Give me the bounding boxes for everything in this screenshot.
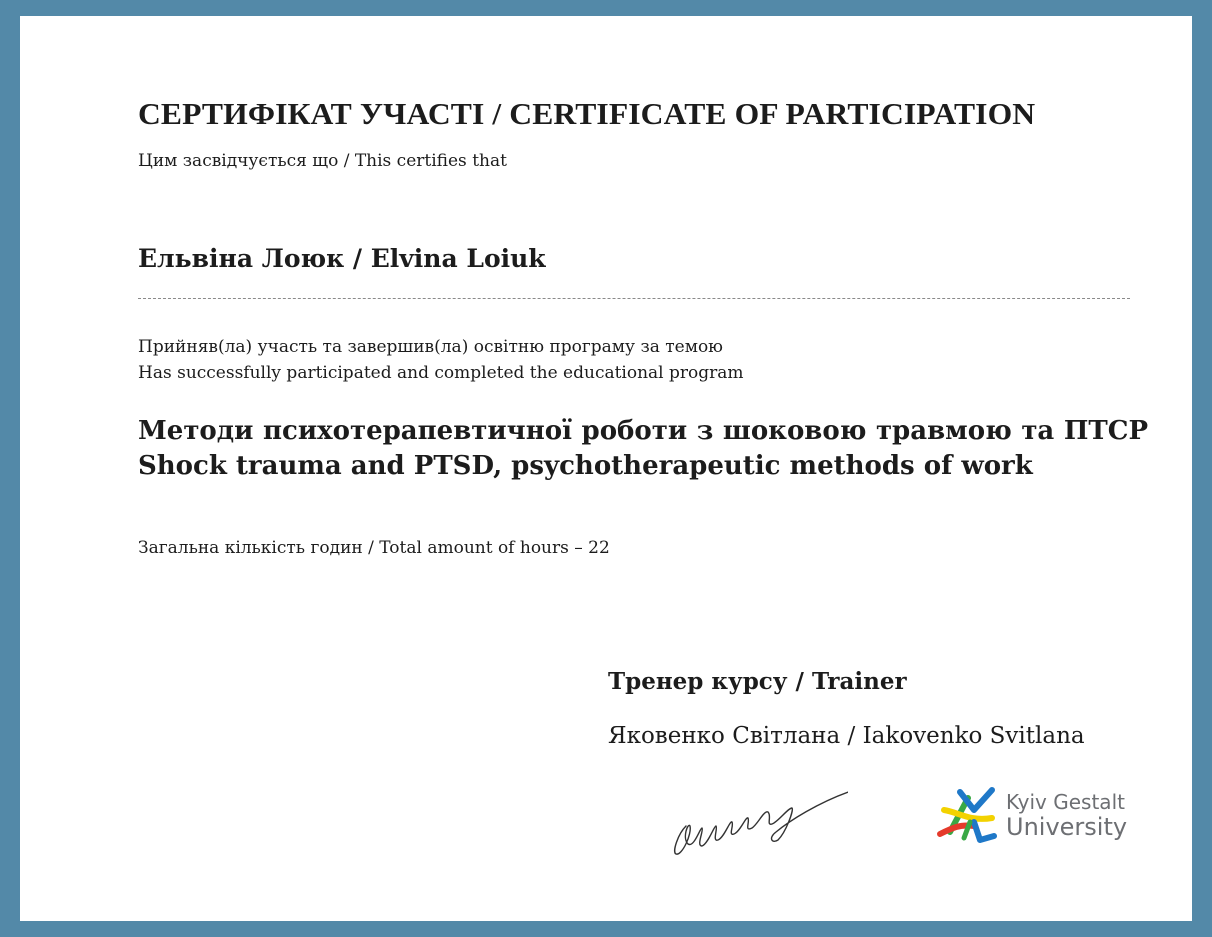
recipient-name: Ельвіна Лоюк / Elvina Loiuk <box>138 244 546 273</box>
participation-statement-en: Has successfully participated and completed the educational program <box>138 363 744 383</box>
logo-text <box>1006 790 1127 840</box>
certifies-that-text: Цим засвідчується що / This certifies that <box>138 151 507 171</box>
total-hours: Загальна кількість годин / Total amount of hours – 22 <box>138 538 610 558</box>
trainer-signature <box>648 768 848 863</box>
trainer-name: Яковенко Світлана / Iakovenko Svitlana <box>608 723 1085 749</box>
certificate-title: СЕРТИФІКАТ УЧАСТІ / CERTIFICATE OF PARTICIPATION <box>138 96 1036 131</box>
program-title: Методи психотерапевтичної роботи з шоковою травмою та ПТСР Shock trauma and PTSD, psychotherapeutic methods of work <box>138 416 1148 481</box>
trainer-label: Тренер курсу / Trainer <box>608 668 907 695</box>
logo-mark-icon <box>934 782 1000 848</box>
logo-text-line2: University <box>1006 813 1128 841</box>
logo-text-line1: Kyiv Gestalt <box>1006 790 1125 814</box>
kyiv-gestalt-university-logo <box>934 782 1134 848</box>
participation-statement-ua: Прийняв(ла) участь та завершив(ла) освітню програму за темою <box>138 337 723 357</box>
name-underline <box>138 298 1130 299</box>
participation-statement <box>138 334 744 386</box>
certificate-sheet <box>20 16 1192 921</box>
